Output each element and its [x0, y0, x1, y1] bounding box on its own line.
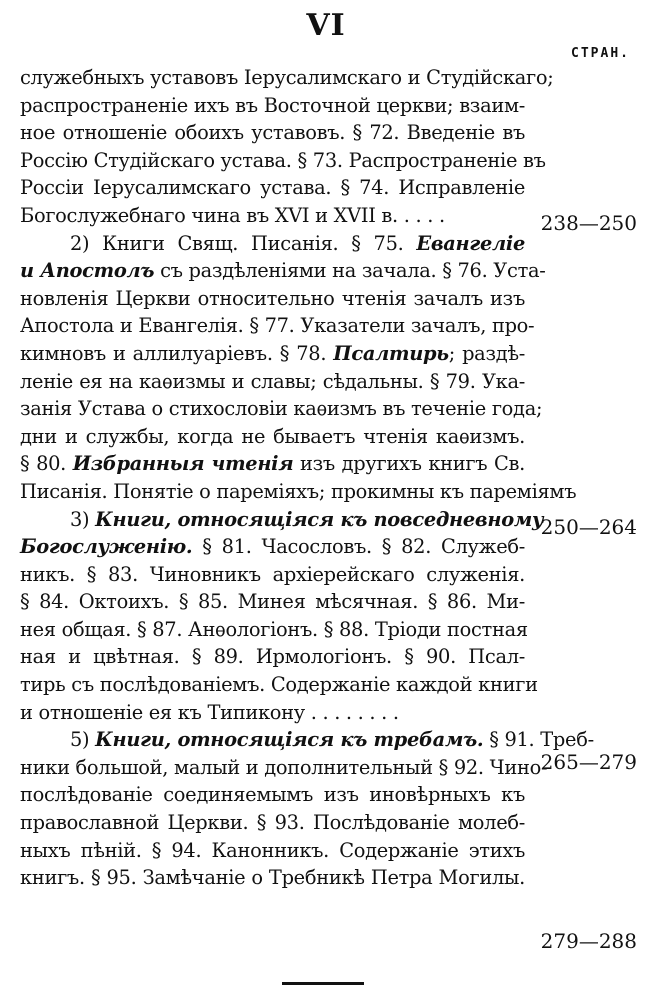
closing-rule	[282, 982, 364, 985]
text-line: тирь съ послѣдованіемъ. Содержаніе каждой книги	[20, 673, 538, 697]
text-line: 2) Книги Свящ. Писанія. § 75. Евангеліе	[70, 231, 525, 255]
text-line: ныхъ пѣній. § 94. Канонникъ. Содержаніе этихъ	[20, 838, 525, 862]
text-line: кимновъ и аллилуаріевъ. § 78. Псалтирь; раздѣ-	[20, 341, 526, 365]
text-line: никъ. § 83. Чиновникъ архіерейскаго служенія.	[20, 562, 525, 586]
toc-entry	[20, 64, 554, 230]
page-number: VI	[306, 8, 346, 43]
toc-entry	[20, 230, 577, 506]
text-line: Богослужебнаго чина въ XVI и XVII в. . . . .	[20, 203, 445, 227]
text-line: служебныхъ уставовъ Іерусалимскаго и Студійскаго;	[20, 66, 554, 89]
emphasized-title: Псалтирь	[333, 341, 449, 365]
text-line: книгъ. § 95. Замѣчаніе о Требникѣ Петра Могилы.	[20, 866, 525, 890]
text-line: новленія Церкви относительно чтенія зачалъ изъ	[20, 286, 525, 310]
text-line: Апостола и Евангелія. § 77. Указатели зачалъ, про-	[20, 314, 535, 338]
emphasized-title: Евангеліе	[416, 231, 525, 255]
text-line: и отношеніе ея къ Типикону . . . . . . . .	[20, 700, 399, 724]
text-line: ная и цвѣтная. § 89. Ирмологіонъ. § 90. Псал-	[20, 645, 525, 669]
text-line: распространеніе ихъ въ Восточной церкви; взаим-	[20, 93, 525, 117]
text-line: Россіи Іерусалимскаго устава. § 74. Исправленіе	[20, 176, 525, 200]
text-line: нея общая. § 87. Анѳологіонъ. § 88. Тріоди постная	[20, 617, 528, 641]
page-range: 238—250	[540, 211, 637, 235]
text-line: православной Церкви. § 93. Послѣдованіе молеб-	[20, 811, 525, 835]
page-range: 265—279	[540, 750, 637, 774]
text-line: 5) Книги, относящіяся къ требамъ. § 91. Треб-	[70, 728, 594, 752]
text-line: Писанія. Понятіе о пареміяхъ; прокимны къ пареміямъ	[20, 479, 577, 503]
text-line: и Апостолъ съ раздѣленіями на зачала. § 76. Уста-	[20, 259, 546, 283]
text-line: занія Устава о стихословіи каѳизмъ въ теченіе года;	[20, 397, 543, 421]
page-range: 279—288	[540, 929, 637, 953]
text-line: § 80. Избранныя чтенія изъ другихъ книгъ Св.	[20, 452, 525, 476]
text-line: Россію Студійскаго устава. § 73. Распространеніе въ	[20, 148, 546, 172]
text-line: ники большой, малый и дополнительный § 92. Чино-	[20, 755, 548, 779]
text-line: леніе ея на каѳизмы и славы; сѣдальны. § 79. Ука-	[20, 369, 525, 393]
page-range: 250—264	[540, 515, 637, 539]
text-line: Богослуженію. § 81. Часословъ. § 82. Служеб-	[20, 535, 525, 559]
toc-entry	[20, 506, 544, 727]
text-line: послѣдованіе соединяемымъ изъ иновѣрныхъ къ	[20, 783, 525, 807]
text-line: дни и службы, когда не бываетъ чтенія каѳизмъ.	[20, 424, 525, 448]
emphasized-title: Избранныя чтенія	[72, 452, 294, 476]
text-line: ное отношеніе обоихъ уставовъ. § 72. Введеніе въ	[20, 121, 525, 145]
emphasized-title: Книги, относящіяся къ требамъ.	[95, 728, 484, 752]
text-line: 3) Книги, относящіяся къ повседневному	[70, 507, 544, 531]
emphasized-title: Богослуженію.	[20, 535, 193, 559]
emphasized-title: и Апостолъ	[20, 259, 155, 283]
pages-column-header: СТРАН.	[571, 46, 630, 61]
emphasized-title: Книги, относящіяся къ повседневному	[95, 507, 544, 531]
text-line: § 84. Октоихъ. § 85. Минея мѣсячная. § 86. Ми-	[20, 590, 525, 614]
